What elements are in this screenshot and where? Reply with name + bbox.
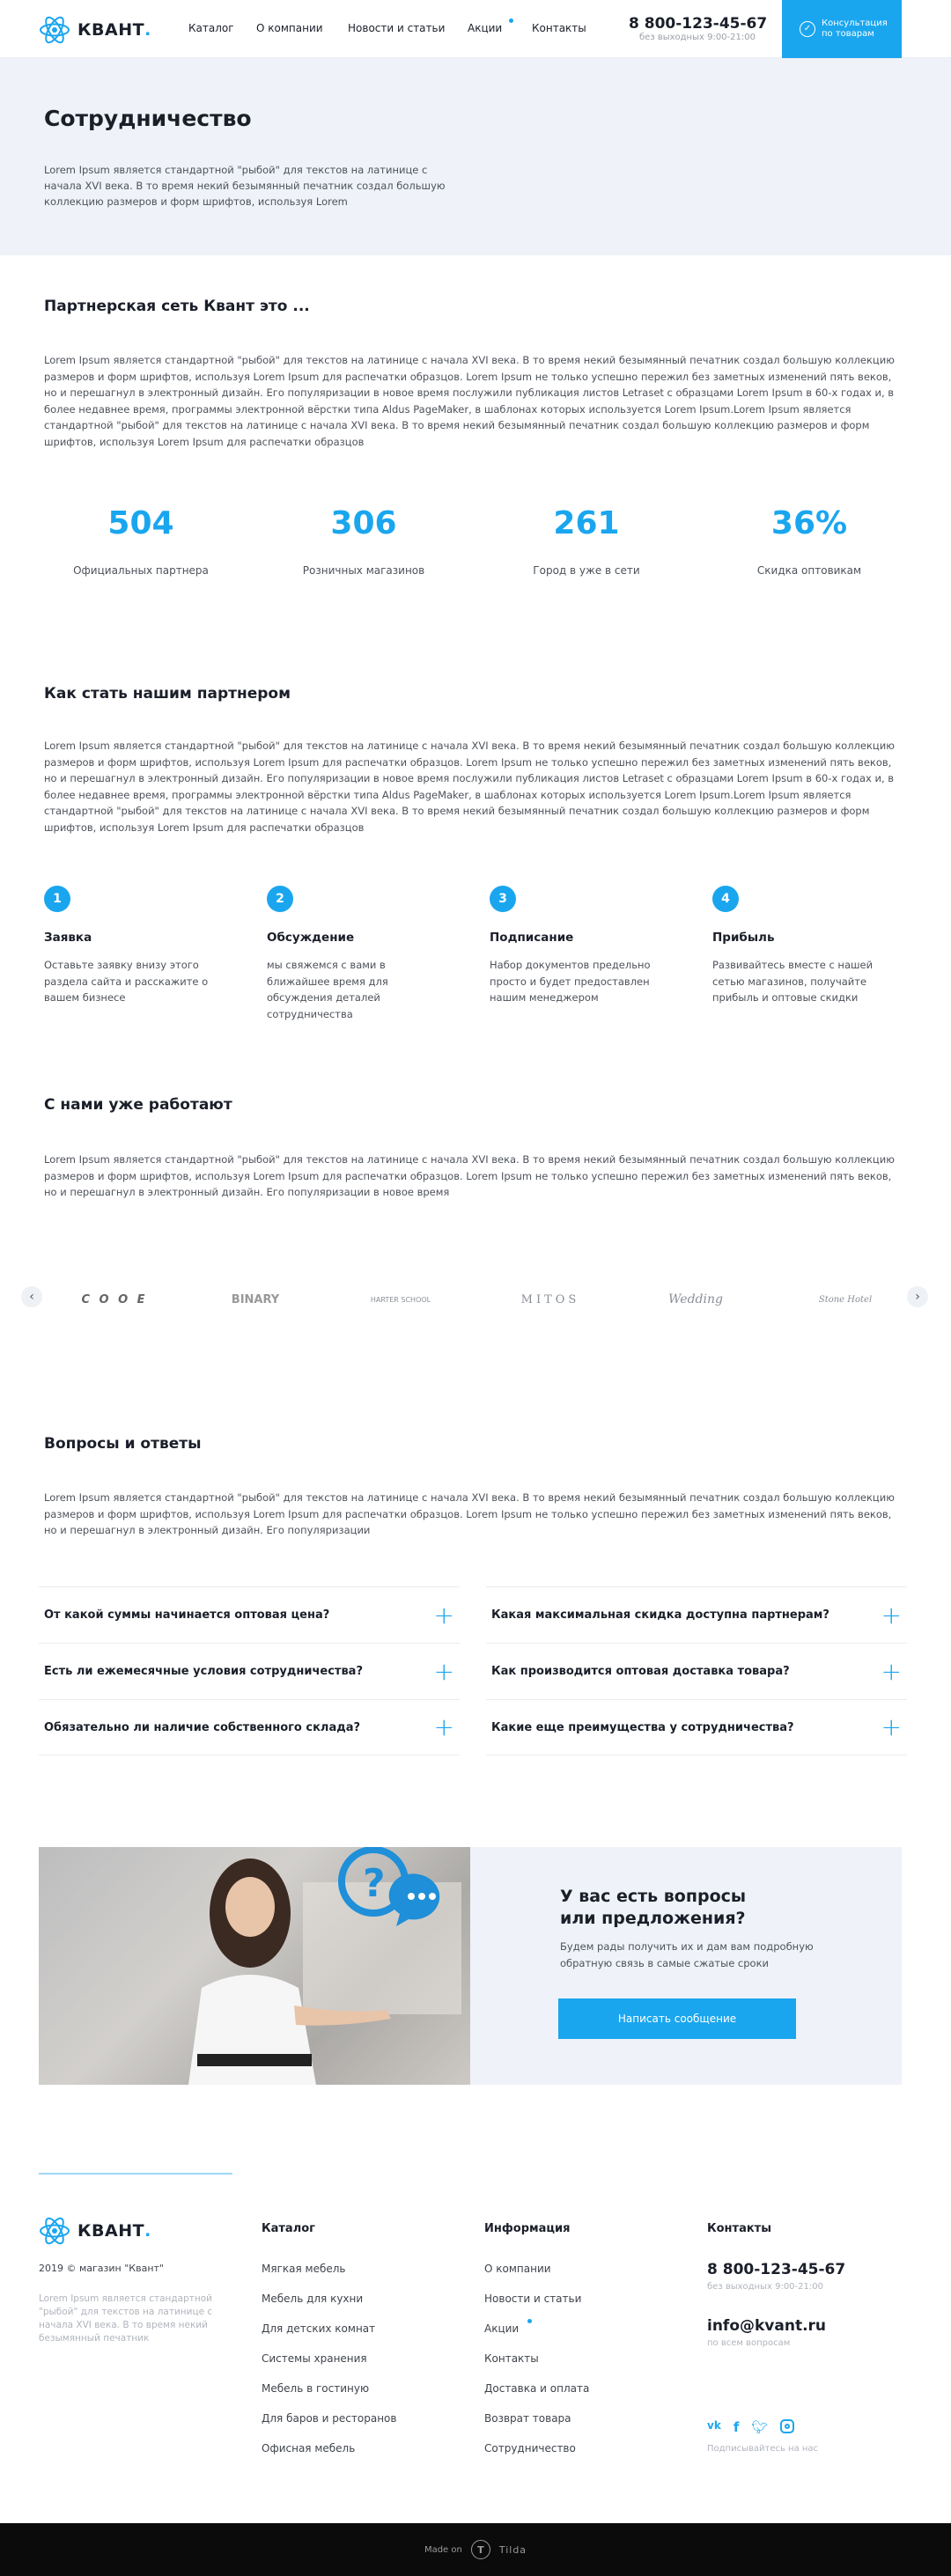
step-text: Развивайтесь вместе с нашей сетью магазинов, получайте прибыль и оптовые скидки xyxy=(712,959,874,1004)
logo-text: КВАНТ. xyxy=(77,2221,151,2241)
stat-value: 261 xyxy=(553,505,620,541)
header-hours: без выходных 9:00-21:00 xyxy=(639,33,756,42)
footer-link[interactable]: Доставка и оплата xyxy=(484,2382,590,2395)
footer-link[interactable]: Контакты xyxy=(484,2352,539,2365)
hero-text: Lorem Ipsum является стандартной "рыбой" для текстов на латинице с начала XVI века. В то время некий безымянный печатник создал большую коллекцию размеров и форм шрифтов, используя Lorem xyxy=(44,164,446,208)
plus-icon: + xyxy=(433,1712,454,1741)
step-signing xyxy=(490,886,670,1006)
step-title: Прибыль xyxy=(712,931,775,945)
step-title: Обсуждение xyxy=(267,931,355,945)
footer-link[interactable]: Мебель для кухни xyxy=(262,2293,364,2305)
stat-value: 306 xyxy=(330,505,397,541)
partner-title: Партнерская сеть Квант это ... xyxy=(44,298,310,315)
footer-link[interactable]: Для баров и ресторанов xyxy=(262,2412,397,2425)
brand-logo: HARTER SCHOOL xyxy=(370,1295,431,1304)
stat-cities xyxy=(490,505,683,577)
atom-logo-icon xyxy=(39,2215,70,2247)
check-circle-icon: ✓ xyxy=(800,21,815,37)
footer-hours: без выходных 9:00-21:00 xyxy=(707,2282,823,2292)
faq-question: Есть ли ежемесячные условия сотрудничества? xyxy=(44,1665,364,1678)
footer-link[interactable]: Для детских комнат xyxy=(262,2322,376,2335)
carousel-next-button[interactable] xyxy=(907,1286,928,1307)
step-title: Подписание xyxy=(490,931,574,945)
faq-item[interactable] xyxy=(39,1586,460,1643)
social-links xyxy=(707,2419,794,2435)
plus-icon: + xyxy=(881,1712,902,1741)
faq-text: Lorem Ipsum является стандартной "рыбой" для текстов на латинице с начала XVI века. В то время некий безымянный печатник создал большую коллекцию размеров и форм шрифтов, используя Lorem Ipsum для распечатки образцов. Lorem Ipsum не только успешно пережил без заметных изменений пять веков, но и перешагнул в электронный дизайн. Его популяризации xyxy=(44,1491,895,1536)
site-header xyxy=(0,0,951,58)
step-title: Заявка xyxy=(44,931,92,945)
made-on-label: Made on xyxy=(424,2544,462,2555)
brand-logo: Stone Hotel xyxy=(818,1294,873,1305)
promo-dot xyxy=(527,2319,532,2323)
chevron-right-icon: › xyxy=(915,1290,920,1304)
nav-promo[interactable]: Акции xyxy=(468,22,503,34)
partners-text: Lorem Ipsum является стандартной "рыбой" для текстов на латинице с начала XVI века. В то время некий безымянный печатник создал большую коллекцию размеров и форм шрифтов, используя Lorem Ipsum для распечатки образцов. Lorem Ipsum не только успешно пережил без заметных изменений пять веков, но и перешагнул в электронный дизайн. Его популяризации в новое время xyxy=(44,1153,895,1198)
footer-logo[interactable] xyxy=(39,2215,151,2247)
footer-link[interactable]: Офисная мебель xyxy=(262,2442,356,2455)
footer-about: Lorem Ipsum является стандартной "рыбой" для текстов на латинице с начала XVI века. В то время некий безымянный печатник xyxy=(39,2293,213,2344)
copyright: 2019 © магазин "Квант" xyxy=(39,2263,164,2274)
logo[interactable] xyxy=(39,14,151,46)
faq-question: Обязательно ли наличие собственного склада? xyxy=(44,1720,361,1734)
plus-icon: + xyxy=(881,1656,902,1686)
step-text: Оставьте заявку внизу этого раздела сайта и расскажите о вашем бизнесе xyxy=(44,959,209,1004)
step-text: Набор документов предельно просто и будет предоставлен нашим менеджером xyxy=(490,959,651,1004)
plus-icon: + xyxy=(433,1656,454,1686)
stat-stores xyxy=(267,505,461,577)
vk-icon[interactable]: vk xyxy=(707,2419,721,2432)
footer-link[interactable]: Акции xyxy=(484,2322,520,2335)
footer-link[interactable]: Мягкая мебель xyxy=(262,2263,346,2275)
faq-item[interactable] xyxy=(39,1643,460,1699)
consult-button[interactable] xyxy=(782,0,902,58)
woman-photo xyxy=(39,1847,470,2085)
consult-label: Консультация по товарам xyxy=(822,18,888,39)
faq-title: Вопросы и ответы xyxy=(44,1435,202,1453)
footer-divider xyxy=(39,2173,232,2175)
stat-discount xyxy=(712,505,906,577)
plus-icon: + xyxy=(881,1600,902,1630)
write-message-button[interactable]: Написать сообщение xyxy=(558,1998,796,2039)
cta-title: У вас есть вопросы или предложения? xyxy=(560,1887,747,1928)
social-note: Подписывайтесь на нас xyxy=(707,2444,819,2454)
step-discussion xyxy=(267,886,447,1022)
footer-link[interactable]: Мебель в гостиную xyxy=(262,2382,370,2395)
made-on-tilda-bar[interactable] xyxy=(0,2523,951,2576)
nav-about[interactable]: О компании xyxy=(256,22,323,34)
site-footer xyxy=(0,2131,951,2523)
chevron-left-icon: ‹ xyxy=(29,1290,34,1304)
brand-logo: MITOS xyxy=(520,1292,580,1306)
faq-item[interactable] xyxy=(486,1643,907,1699)
footer-contacts-title: Контакты xyxy=(707,2222,771,2235)
step-number: 2 xyxy=(267,886,293,912)
plus-icon: + xyxy=(433,1600,454,1630)
logo-text: КВАНТ. xyxy=(77,20,151,40)
footer-email[interactable]: info@kvant.ru xyxy=(707,2317,827,2335)
footer-link[interactable]: Сотрудничество xyxy=(484,2442,576,2455)
brand-logo: C O O E xyxy=(81,1292,148,1306)
footer-link[interactable]: Системы хранения xyxy=(262,2352,367,2365)
footer-link[interactable]: О компании xyxy=(484,2263,551,2275)
step-number: 3 xyxy=(490,886,516,912)
stat-label: Город в уже в сети xyxy=(533,564,640,577)
footer-link[interactable]: Возврат товара xyxy=(484,2412,571,2425)
nav-news[interactable]: Новости и статьи xyxy=(348,22,446,34)
step-number: 1 xyxy=(44,886,70,912)
partners-title: С нами уже работают xyxy=(44,1096,232,1114)
cta-text: Будем рады получить их и дам вам подробную обратную связь в самые сжатые сроки xyxy=(560,1940,814,1969)
stat-value: 504 xyxy=(107,505,174,541)
faq-question: Какая максимальная скидка доступна партнерам? xyxy=(491,1608,829,1622)
footer-catalog-title: Каталог xyxy=(262,2222,315,2235)
faq-question: Как производится оптовая доставка товара? xyxy=(491,1665,790,1678)
brand-logo: BINARY xyxy=(231,1292,280,1306)
step-number: 4 xyxy=(712,886,739,912)
step-text: мы свяжемся с вами в ближайшее время для обсуждения деталей сотрудничества xyxy=(267,959,388,1020)
atom-logo-icon xyxy=(39,14,70,46)
stat-label: Розничных магазинов xyxy=(302,564,425,577)
hero-section xyxy=(0,58,951,255)
step-request xyxy=(44,886,225,1006)
footer-email-note: по всем вопросам xyxy=(707,2338,791,2348)
contact-cta xyxy=(39,1847,902,2085)
stat-label: Официальных партнера xyxy=(73,564,209,577)
facebook-icon[interactable]: f xyxy=(733,2419,740,2435)
svg-text:?: ? xyxy=(363,1861,386,1906)
carousel-prev-button[interactable] xyxy=(21,1286,42,1307)
stat-value: 36% xyxy=(770,505,848,541)
tilda-icon: T xyxy=(471,2540,490,2559)
faq-question: Какие еще преимущества у сотрудничества? xyxy=(491,1720,794,1734)
faq-item[interactable] xyxy=(39,1699,460,1755)
faq-item[interactable] xyxy=(486,1586,907,1643)
faq-item[interactable] xyxy=(486,1699,907,1755)
footer-info-title: Информация xyxy=(484,2222,571,2235)
how-title: Как стать нашим партнером xyxy=(44,685,291,703)
how-text: Lorem Ipsum является стандартной "рыбой" для текстов на латинице с начала XVI века. В то время некий безымянный печатник создал большую коллекцию размеров и форм шрифтов, используя Lorem Ipsum для распечатки образцов. Lorem Ipsum не только успешно пережил без заметных изменений пять веков, но и перешагнул в электронный дизайн. Его популяризации в новое время послужили публикация листов Letraset с образцами Lorem Ipsum в 60-х годах и, в более недавнее время, программы электронной вёрстки типа Aldus PageMaker, в шаблонах которых используется Lorem Ipsum.Lorem Ipsum является стандартной "рыбой" для текстов на латинице с начала XVI века. В то время некий безымянный печатник создал большую коллекцию размеров и форм шрифтов, используя Lorem Ipsum для распечатки образцов xyxy=(44,740,895,834)
step-profit xyxy=(712,886,893,1006)
page-title: Сотрудничество xyxy=(44,106,252,131)
nav-contacts[interactable]: Контакты xyxy=(532,22,586,34)
tilda-label: Tilda xyxy=(498,2543,527,2556)
partner-text: Lorem Ipsum является стандартной "рыбой" для текстов на латинице с начала XVI века. В то время некий безымянный печатник создал большую коллекцию размеров и форм шрифтов, используя Lorem Ipsum для распечатки образцов. Lorem Ipsum не только успешно пережил без заметных изменений пять веков, но и перешагнул в электронный дизайн. Его популяризации в новое время послужили публикация листов Letraset с образцами Lorem Ipsum в 60-х годах и, в более недавнее время, программы электронной вёрстки типа Aldus PageMaker, в шаблонах которых используется Lorem Ipsum.Lorem Ipsum является стандартной "рыбой" для текстов на латинице с начала XVI века. В то время некий безымянный печатник создал большую коллекцию размеров и форм шрифтов, используя Lorem Ipsum для распечатки образцов xyxy=(44,354,895,448)
footer-link[interactable]: Новости и статьи xyxy=(484,2293,582,2305)
twitter-icon[interactable]: 🐦︎ xyxy=(751,2419,769,2435)
header-phone[interactable]: 8 800-123-45-67 xyxy=(629,15,768,33)
stat-label: Скидка оптовикам xyxy=(756,564,862,577)
faq-question: От какой суммы начинается оптовая цена? xyxy=(44,1608,330,1622)
nav-catalog[interactable]: Каталог xyxy=(188,22,234,34)
brand-logo: Wedding xyxy=(668,1292,723,1306)
stat-partners xyxy=(44,505,238,577)
footer-phone[interactable]: 8 800-123-45-67 xyxy=(707,2261,846,2278)
instagram-icon[interactable] xyxy=(780,2419,794,2433)
question-chat-icon xyxy=(334,1847,448,1930)
promo-dot xyxy=(509,18,513,23)
